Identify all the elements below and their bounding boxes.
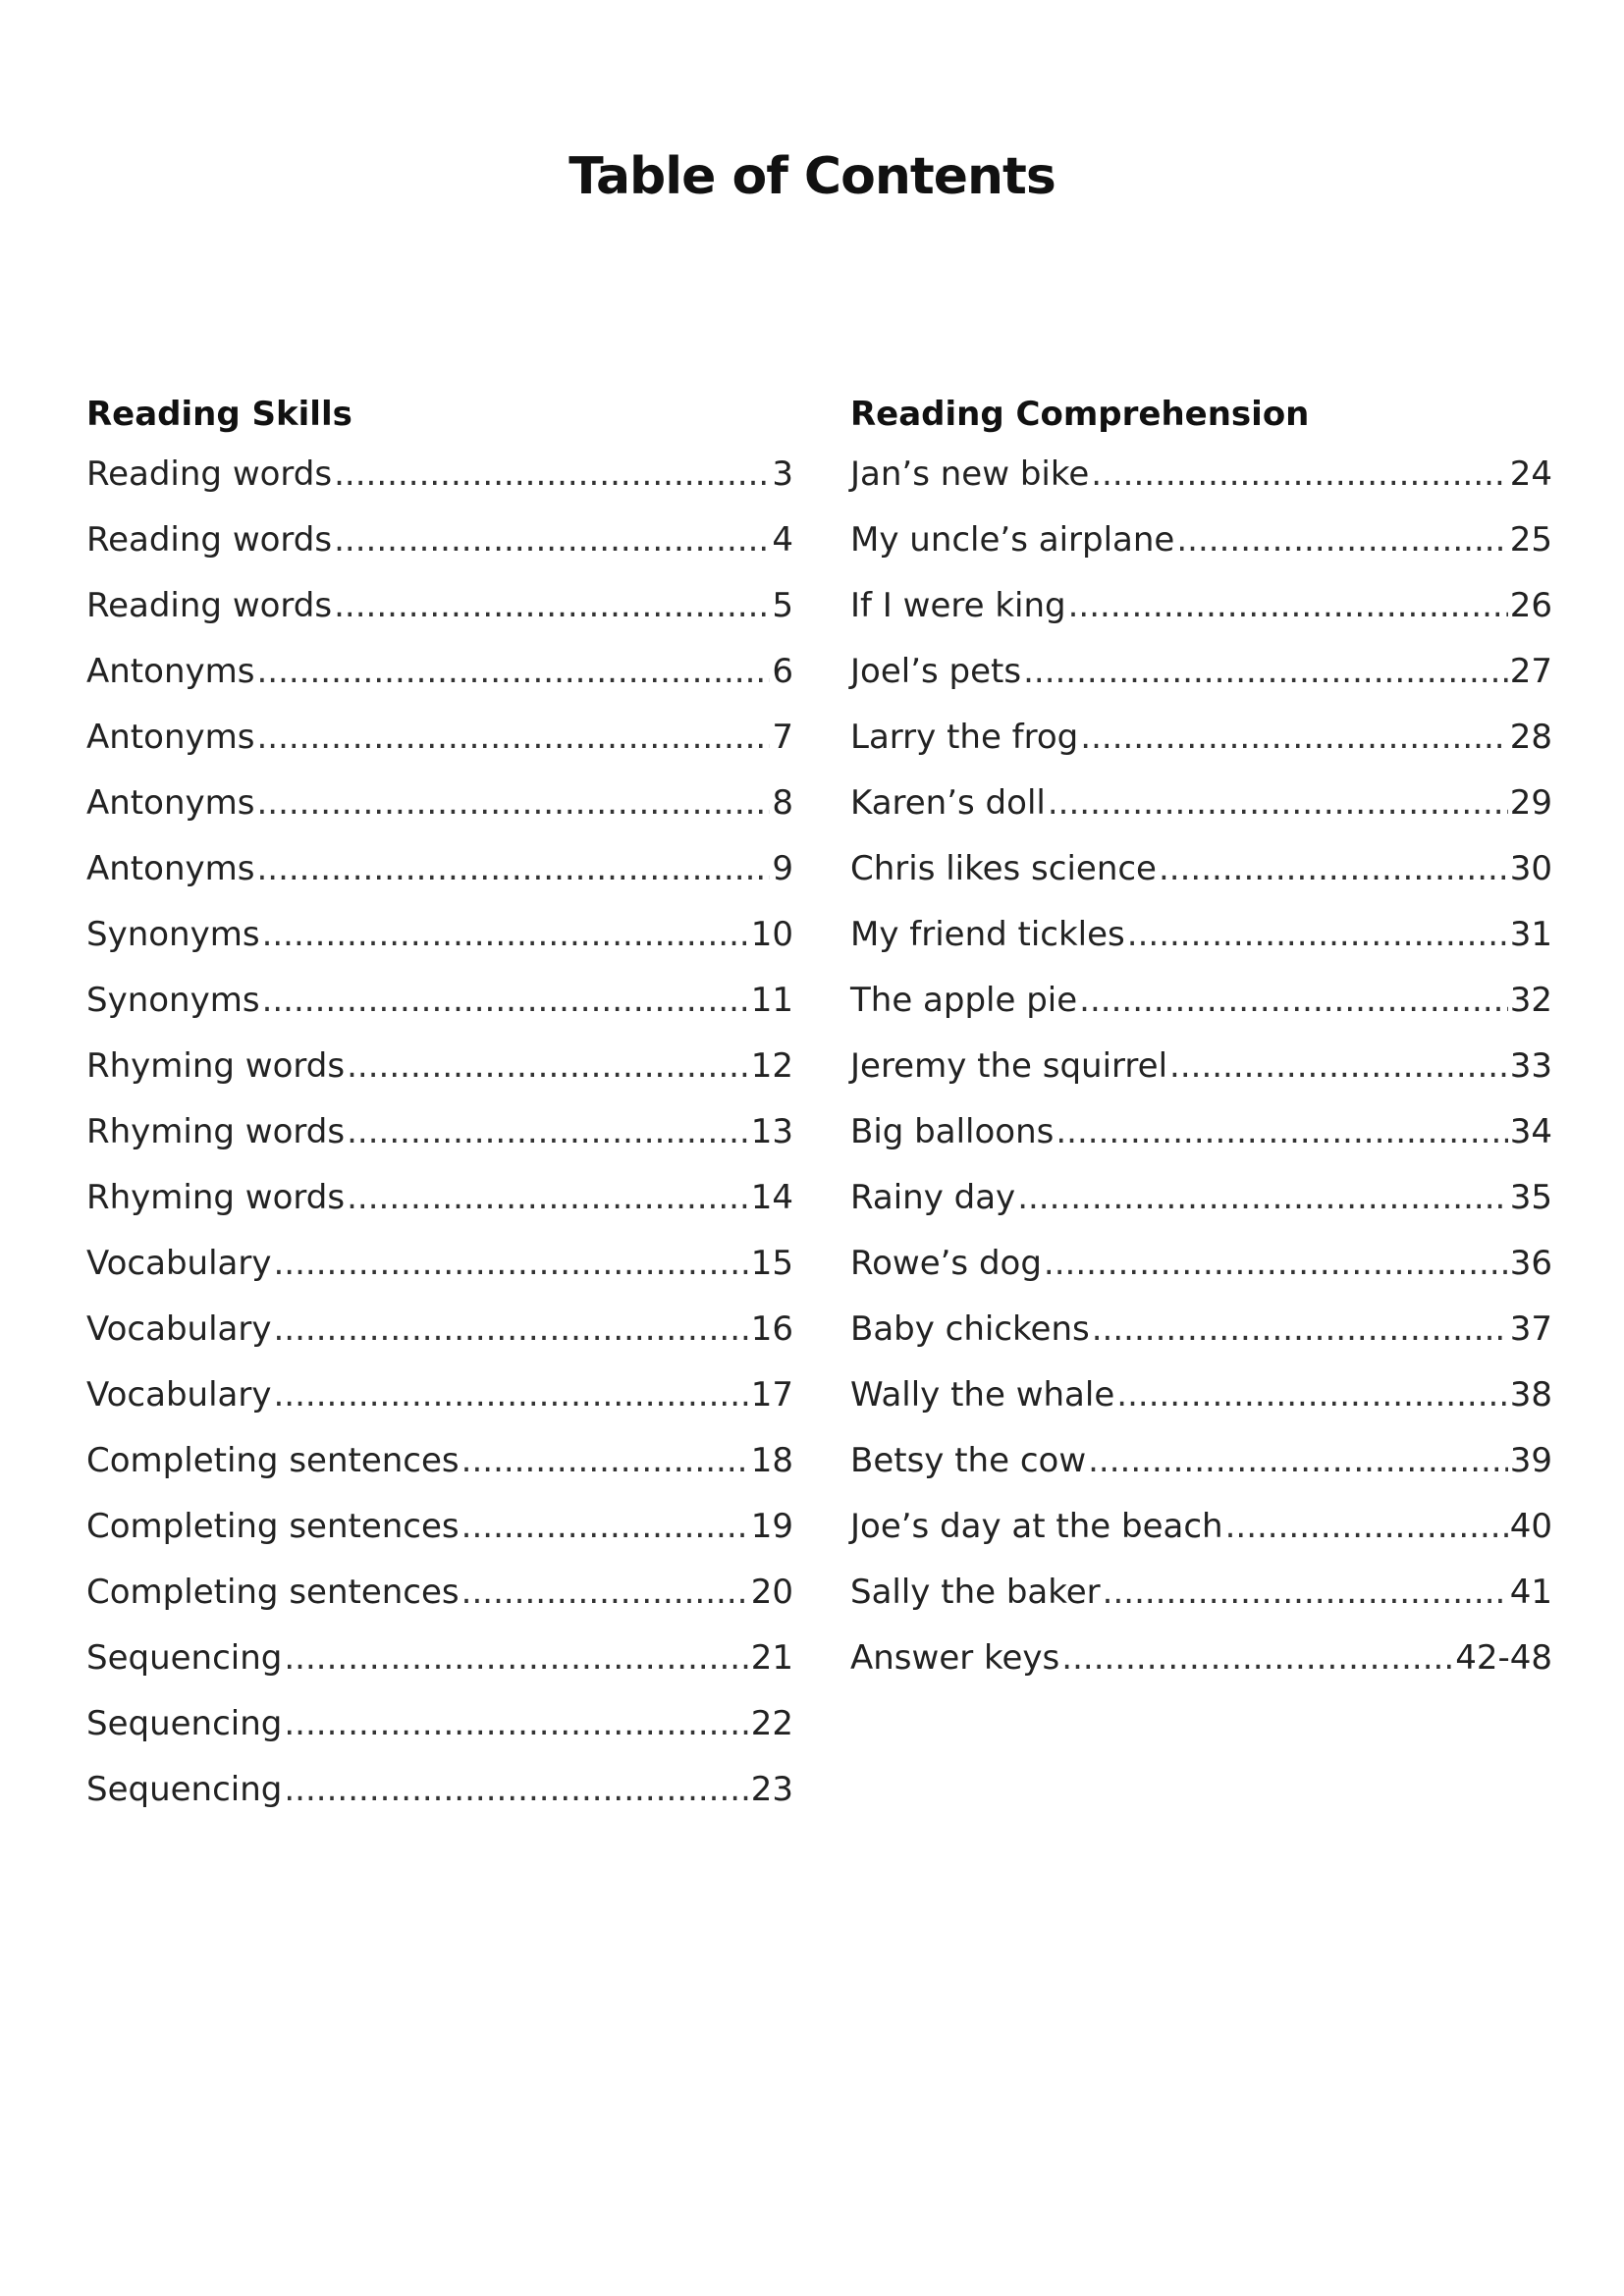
toc-entry-page-number: 33	[1509, 1046, 1552, 1086]
toc-entry-title: Jan’s new bike	[850, 454, 1090, 494]
toc-entry-title: My uncle’s airplane	[850, 520, 1175, 560]
toc-entry-title: Karen’s doll	[850, 783, 1046, 823]
toc-entry	[86, 1573, 793, 1638]
toc-entry	[86, 783, 793, 849]
dot-leader	[1169, 1046, 1508, 1086]
toc-entry-page-number: 12	[750, 1046, 793, 1086]
toc-entry-title: Betsy the cow	[850, 1441, 1087, 1480]
toc-entry	[86, 1704, 793, 1770]
dot-leader	[1023, 652, 1508, 691]
toc-entry	[850, 1046, 1552, 1112]
toc-entry	[850, 783, 1552, 849]
dot-leader	[347, 1046, 749, 1086]
toc-entry-page-number: 18	[750, 1441, 793, 1480]
dot-leader	[1017, 1178, 1508, 1217]
dot-leader	[273, 1309, 748, 1349]
page-title: Table of Contents	[568, 147, 1056, 206]
toc-entry-page-number: 19	[750, 1507, 793, 1546]
toc-entry	[86, 652, 793, 718]
toc-entry	[86, 1112, 793, 1178]
dot-leader	[284, 1704, 748, 1743]
toc-entry-title: Jeremy the squirrel	[850, 1046, 1168, 1086]
dot-leader	[262, 981, 749, 1020]
toc-entry-title: Vocabulary	[86, 1309, 272, 1349]
dot-leader	[273, 1375, 748, 1415]
reading-comprehension-list	[850, 454, 1552, 1704]
toc-entry-page-number: 38	[1509, 1375, 1552, 1415]
toc-entry	[850, 1309, 1552, 1375]
toc-entry-title: Answer keys	[850, 1638, 1060, 1678]
dot-leader	[334, 454, 770, 494]
toc-entry-title: If I were king	[850, 586, 1066, 625]
reading-comprehension-column	[850, 388, 1552, 1704]
toc-entry	[850, 1507, 1552, 1573]
dot-leader	[1088, 1441, 1508, 1480]
toc-entry	[86, 1309, 793, 1375]
toc-entry-title: Synonyms	[86, 915, 260, 954]
toc-entry-title: Sally the baker	[850, 1573, 1101, 1612]
toc-entry-page-number: 11	[750, 981, 793, 1020]
toc-entry-title: Rhyming words	[86, 1178, 346, 1217]
toc-entry-page-number: 36	[1509, 1244, 1552, 1283]
reading-skills-column	[86, 388, 793, 1836]
toc-entry-page-number: 22	[750, 1704, 793, 1743]
toc-entry-page-number: 16	[750, 1309, 793, 1349]
toc-entry-title: Sequencing	[86, 1638, 283, 1678]
toc-entry-page-number: 30	[1509, 849, 1552, 888]
dot-leader	[461, 1573, 749, 1612]
toc-entry-page-number: 27	[1509, 652, 1552, 691]
dot-leader	[1079, 981, 1508, 1020]
toc-entry	[86, 520, 793, 586]
toc-entry-title: Completing sentences	[86, 1507, 460, 1546]
toc-entry	[850, 849, 1552, 915]
toc-entry-page-number: 29	[1509, 783, 1552, 823]
dot-leader	[256, 718, 770, 757]
dot-leader	[284, 1770, 748, 1809]
toc-entry-page-number: 7	[772, 718, 793, 757]
dot-leader	[1127, 915, 1508, 954]
toc-entry-page-number: 20	[750, 1573, 793, 1612]
toc-entry	[850, 1178, 1552, 1244]
toc-entry	[850, 1244, 1552, 1309]
toc-entry	[86, 586, 793, 652]
dot-leader	[256, 849, 770, 888]
toc-entry	[86, 1244, 793, 1309]
dot-leader	[273, 1244, 748, 1283]
toc-entry-page-number: 5	[772, 586, 793, 625]
dot-leader	[1048, 783, 1508, 823]
dot-leader	[1061, 1638, 1453, 1678]
dot-leader	[347, 1112, 749, 1151]
toc-entry-page-number: 41	[1509, 1573, 1552, 1612]
toc-entry-title: My friend tickles	[850, 915, 1125, 954]
toc-entry-page-number: 31	[1509, 915, 1552, 954]
toc-entry-title: Big balloons	[850, 1112, 1055, 1151]
toc-entry-title: Reading words	[86, 520, 333, 560]
toc-entry-title: Vocabulary	[86, 1244, 272, 1283]
toc-entry-page-number: 14	[750, 1178, 793, 1217]
toc-entry-title: Vocabulary	[86, 1375, 272, 1415]
toc-entry-title: Rainy day	[850, 1178, 1016, 1217]
toc-entry	[86, 915, 793, 981]
toc-entry-page-number: 4	[772, 520, 793, 560]
toc-entry-title: Completing sentences	[86, 1441, 460, 1480]
toc-entry-title: Sequencing	[86, 1704, 283, 1743]
dot-leader	[1225, 1507, 1508, 1546]
toc-entry-title: Chris likes science	[850, 849, 1157, 888]
dot-leader	[1056, 1112, 1507, 1151]
toc-entry	[850, 1112, 1552, 1178]
dot-leader	[334, 586, 770, 625]
toc-entry-title: Antonyms	[86, 718, 255, 757]
toc-entry	[850, 1638, 1552, 1704]
toc-entry	[86, 1375, 793, 1441]
dot-leader	[1176, 520, 1507, 560]
toc-entry-title: Rowe’s dog	[850, 1244, 1042, 1283]
toc-entry	[86, 981, 793, 1046]
toc-entry	[850, 981, 1552, 1046]
toc-entry	[86, 454, 793, 520]
toc-entry-title: Reading words	[86, 454, 333, 494]
toc-entry-title: Wally the whale	[850, 1375, 1115, 1415]
dot-leader	[1044, 1244, 1508, 1283]
dot-leader	[1092, 1309, 1508, 1349]
dot-leader	[1103, 1573, 1508, 1612]
toc-entry-title: Synonyms	[86, 981, 260, 1020]
toc-entry-title: Joe’s day at the beach	[850, 1507, 1223, 1546]
dot-leader	[1091, 454, 1507, 494]
toc-entry-title: The apple pie	[850, 981, 1078, 1020]
toc-entry-title: Reading words	[86, 586, 333, 625]
toc-entry-page-number: 39	[1509, 1441, 1552, 1480]
toc-entry-page-number: 3	[772, 454, 793, 494]
reading-skills-list	[86, 454, 793, 1836]
toc-entry-page-number: 32	[1509, 981, 1552, 1020]
toc-entry-page-number: 34	[1509, 1112, 1552, 1151]
toc-entry	[86, 1441, 793, 1507]
toc-entry-title: Rhyming words	[86, 1112, 346, 1151]
toc-entry-title: Completing sentences	[86, 1573, 460, 1612]
dot-leader	[334, 520, 770, 560]
toc-entry	[86, 849, 793, 915]
dot-leader	[347, 1178, 749, 1217]
toc-entry-page-number: 37	[1509, 1309, 1552, 1349]
toc-entry	[850, 586, 1552, 652]
toc-entry-title: Larry the frog	[850, 718, 1079, 757]
toc-entry	[850, 1375, 1552, 1441]
dot-leader	[256, 783, 770, 823]
toc-entry-title: Antonyms	[86, 849, 255, 888]
toc-entry	[86, 1178, 793, 1244]
toc-entry-page-number: 23	[750, 1770, 793, 1809]
dot-leader	[1080, 718, 1507, 757]
toc-entry-page-number: 42-48	[1455, 1638, 1552, 1678]
toc-entry-page-number: 13	[750, 1112, 793, 1151]
toc-entry	[850, 1441, 1552, 1507]
toc-entry	[86, 1770, 793, 1836]
toc-entry-page-number: 15	[750, 1244, 793, 1283]
toc-entry-page-number: 8	[772, 783, 793, 823]
toc-entry	[86, 1046, 793, 1112]
toc-entry-title: Joel’s pets	[850, 652, 1022, 691]
toc-entry-page-number: 40	[1509, 1507, 1552, 1546]
toc-entry-page-number: 6	[772, 652, 793, 691]
toc-entry-page-number: 24	[1509, 454, 1552, 494]
toc-entry-page-number: 35	[1509, 1178, 1552, 1217]
dot-leader	[284, 1638, 748, 1678]
toc-entry-title: Baby chickens	[850, 1309, 1090, 1349]
dot-leader	[1116, 1375, 1507, 1415]
toc-entry-page-number: 25	[1509, 520, 1552, 560]
toc-entry-page-number: 9	[772, 849, 793, 888]
toc-entry	[850, 915, 1552, 981]
dot-leader	[461, 1507, 749, 1546]
toc-entry	[850, 1573, 1552, 1638]
toc-entry-page-number: 10	[750, 915, 793, 954]
toc-entry	[850, 520, 1552, 586]
dot-leader	[256, 652, 770, 691]
toc-entry-page-number: 17	[750, 1375, 793, 1415]
toc-entry	[850, 718, 1552, 783]
toc-entry	[86, 718, 793, 783]
toc-entry	[86, 1507, 793, 1573]
toc-entry	[850, 652, 1552, 718]
toc-entry	[850, 454, 1552, 520]
toc-entry-title: Sequencing	[86, 1770, 283, 1809]
dot-leader	[262, 915, 749, 954]
dot-leader	[1068, 586, 1508, 625]
toc-entry-page-number: 21	[750, 1638, 793, 1678]
toc-entry-title: Rhyming words	[86, 1046, 346, 1086]
toc-entry-page-number: 26	[1509, 586, 1552, 625]
reading-skills-heading: Reading Skills	[86, 395, 352, 434]
toc-entry	[86, 1638, 793, 1704]
toc-entry-title: Antonyms	[86, 783, 255, 823]
toc-entry-page-number: 28	[1509, 718, 1552, 757]
toc-entry-title: Antonyms	[86, 652, 255, 691]
dot-leader	[1159, 849, 1508, 888]
dot-leader	[461, 1441, 749, 1480]
reading-comprehension-heading: Reading Comprehension	[850, 395, 1310, 434]
